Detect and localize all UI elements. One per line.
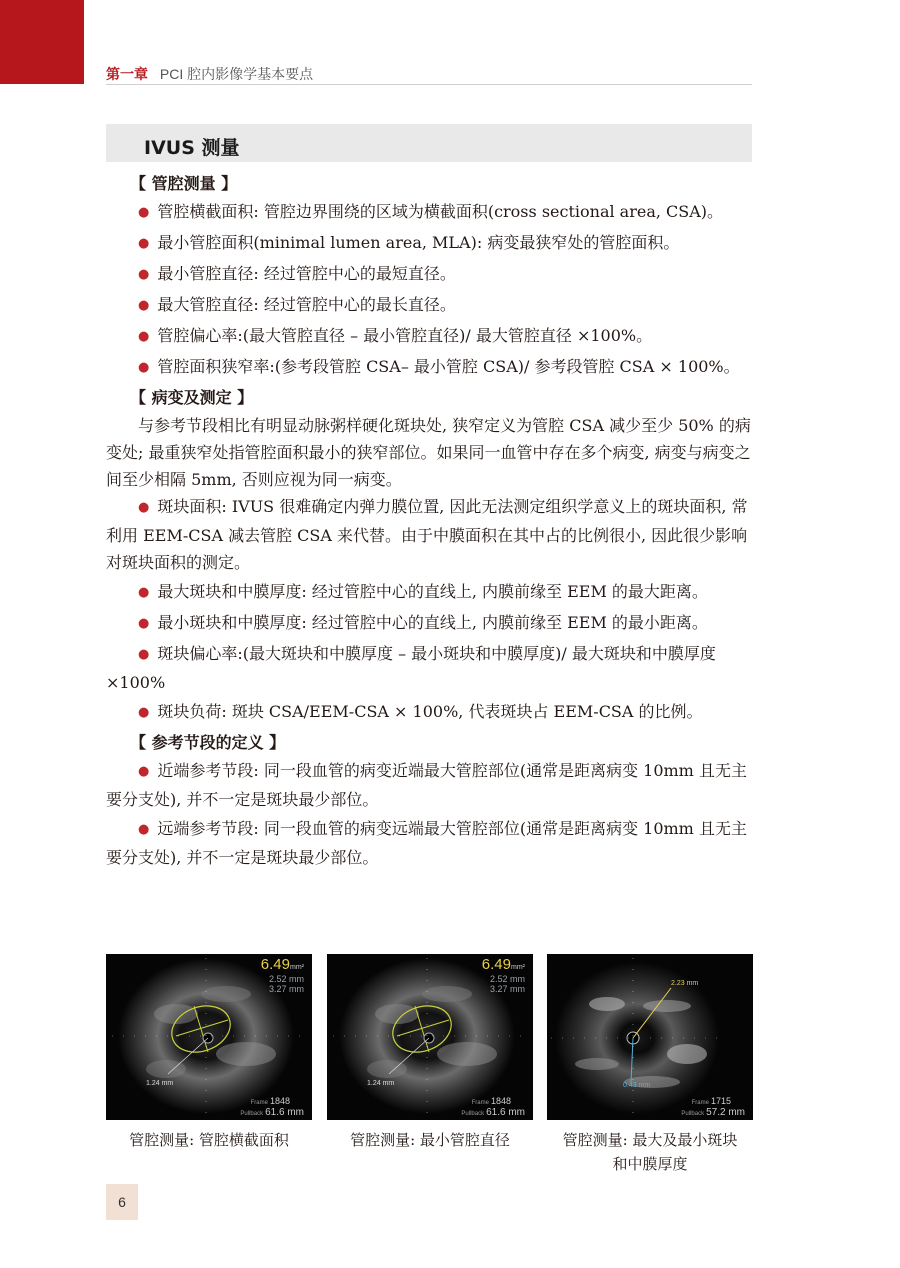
chapter-corner-tab — [0, 0, 84, 84]
bullet-dot-icon: ● — [138, 764, 150, 779]
bullet-text: 最小斑块和中膜厚度: 经过管腔中心的直线上, 内膜前缘至 EEM 的最小距离。 — [157, 613, 708, 632]
bullet-item — [106, 815, 754, 871]
bullet-item — [106, 757, 754, 813]
pullback-key: Pullback — [681, 1111, 705, 1117]
subsection-heading: 【 管腔测量 】 — [130, 174, 238, 193]
bullet-text: 管腔面积狭窄率:(参考段管腔 CSA– 最小管腔 CSA)/ 参考段管腔 CSA × 100%。 — [157, 357, 740, 376]
subsection-heading: 【 病变及测定 】 — [130, 388, 254, 407]
min-thickness-label: 0.43 mm — [623, 1082, 651, 1089]
area-value: 6.49 — [481, 956, 511, 973]
chapter-title: PCI 腔内影像学基本要点 — [159, 66, 314, 82]
bullet-dot-icon: ● — [138, 236, 150, 251]
frame-readout — [692, 1096, 731, 1106]
bullet-dot-icon: ● — [138, 267, 150, 282]
pullback-readout — [461, 1107, 525, 1118]
area-unit: mm² — [290, 964, 304, 971]
bullet-dot-icon: ● — [138, 585, 150, 600]
section-title: IVUS 测量 — [144, 137, 240, 159]
pullback-value: 57.2 mm — [706, 1107, 745, 1118]
pullback-key: Pullback — [240, 1111, 264, 1117]
figure-caption-1 — [106, 1128, 312, 1152]
area-readout — [482, 956, 525, 973]
min-diameter-readout: 2.52 mm — [268, 974, 304, 984]
frame-readout — [251, 1096, 290, 1106]
bullet-text: 最小管腔直径: 经过管腔中心的最短直径。 — [157, 264, 456, 283]
page-number: 6 — [106, 1184, 138, 1220]
bullet-item — [106, 260, 754, 289]
area-readout — [261, 956, 304, 973]
bullet-dot-icon: ● — [138, 616, 150, 631]
caption-line: 和中膜厚度 — [612, 1155, 688, 1173]
ivus-figure-lumen-area — [106, 954, 312, 1120]
bullet-text: 斑块负荷: 斑块 CSA/EEM-CSA × 100%, 代表斑块占 EEM-CSA 的比例。 — [157, 702, 703, 721]
running-header — [106, 64, 313, 84]
bullet-text: 最小管腔面积(minimal lumen area, MLA): 病变最狭窄处的管腔面积。 — [157, 233, 680, 252]
frame-key: Frame — [471, 1100, 489, 1106]
bullet-item — [106, 353, 754, 382]
bullet-dot-icon: ● — [138, 360, 150, 375]
figure-caption-3 — [540, 1128, 760, 1176]
bullet-item — [106, 578, 754, 607]
area-unit: mm² — [511, 964, 525, 971]
ivus-figure-plaque-thickness — [547, 954, 753, 1120]
bullet-text: 远端参考节段: 同一段血管的病变远端最大管腔部位(通常是距离病变 10mm 且无主要分支处), 并不一定是斑块最少部位。 — [106, 819, 747, 867]
bullet-text: 最大管腔直径: 经过管腔中心的最长直径。 — [157, 295, 456, 314]
bullet-text: 近端参考节段: 同一段血管的病变近端最大管腔部位(通常是距离病变 10mm 且无主要分支处), 并不一定是斑块最少部位。 — [106, 761, 747, 809]
bullet-text: 管腔偏心率:(最大管腔直径 – 最小管腔直径)/ 最大管腔直径 ×100%。 — [157, 326, 653, 345]
pullback-value: 61.6 mm — [265, 1107, 304, 1118]
bullet-item — [106, 609, 754, 638]
max-diameter-readout: 3.27 mm — [268, 984, 304, 994]
caption-line: 管腔测量: 最大及最小斑块 — [562, 1131, 738, 1149]
frame-value: 1848 — [490, 1096, 511, 1106]
ivus-figure-min-diameter — [327, 954, 533, 1120]
body-paragraph: 与参考节段相比有明显动脉粥样硬化斑块处, 狭窄定义为管腔 CSA 减少至少 50% 的病变处; 最重狭窄处指管腔面积最小的狭窄部位。如果同一血管中存在多个病变, 病变与病变之间至少相隔 5mm, 否则应视为同一病变。 — [106, 416, 751, 489]
bullet-text: 斑块面积: IVUS 很难确定内弹力膜位置, 因此无法测定组织学意义上的斑块面积, 常利用 EEM-CSA 减去管腔 CSA 来代替。由于中膜面积在其中占的比例很小, 因此很少影响对斑块面积的测定。 — [106, 497, 748, 572]
bullet-dot-icon: ● — [138, 822, 150, 837]
pullback-value: 61.6 mm — [486, 1107, 525, 1118]
bullet-item — [106, 229, 754, 258]
bullet-item — [106, 291, 754, 320]
frame-value: 1715 — [710, 1096, 731, 1106]
figure-caption-2 — [327, 1128, 533, 1152]
bullet-dot-icon: ● — [138, 705, 150, 720]
subsection-heading: 【 参考节段的定义 】 — [130, 733, 286, 752]
frame-key: Frame — [250, 1100, 268, 1106]
pullback-key: Pullback — [461, 1111, 485, 1117]
bullet-text: 最大斑块和中膜厚度: 经过管腔中心的直线上, 内膜前缘至 EEM 的最大距离。 — [157, 582, 708, 601]
header-rule — [106, 84, 752, 85]
frame-key: Frame — [691, 1100, 709, 1106]
bullet-item — [106, 640, 754, 696]
thickness-label: 1.24 mm — [367, 1080, 395, 1087]
bullet-item — [106, 493, 754, 576]
frame-value: 1848 — [269, 1096, 290, 1106]
bullet-dot-icon: ● — [138, 500, 150, 515]
bullet-item — [106, 698, 754, 727]
min-diameter-readout: 2.52 mm — [489, 974, 525, 984]
max-thickness-label: 2.23 mm — [671, 980, 699, 987]
bullet-dot-icon: ● — [138, 205, 150, 220]
area-value: 6.49 — [260, 956, 290, 973]
caption-line: 管腔测量: 管腔横截面积 — [129, 1131, 289, 1149]
body-text — [106, 170, 754, 873]
frame-readout — [472, 1096, 511, 1106]
chapter-label: 第一章 — [106, 66, 148, 82]
thickness-label: 1.24 mm — [146, 1080, 174, 1087]
pullback-readout — [240, 1107, 304, 1118]
bullet-item — [106, 198, 754, 227]
bullet-dot-icon: ● — [138, 298, 150, 313]
pullback-readout — [681, 1107, 745, 1118]
caption-line: 管腔测量: 最小管腔直径 — [350, 1131, 510, 1149]
bullet-item — [106, 322, 754, 351]
bullet-text: 斑块偏心率:(最大斑块和中膜厚度 – 最小斑块和中膜厚度)/ 最大斑块和中膜厚度 ×100% — [106, 644, 716, 692]
bullet-text: 管腔横截面积: 管腔边界围绕的区域为横截面积(cross sectional area, CSA)。 — [157, 202, 724, 221]
bullet-dot-icon: ● — [138, 647, 150, 662]
bullet-dot-icon: ● — [138, 329, 150, 344]
max-diameter-readout: 3.27 mm — [489, 984, 525, 994]
